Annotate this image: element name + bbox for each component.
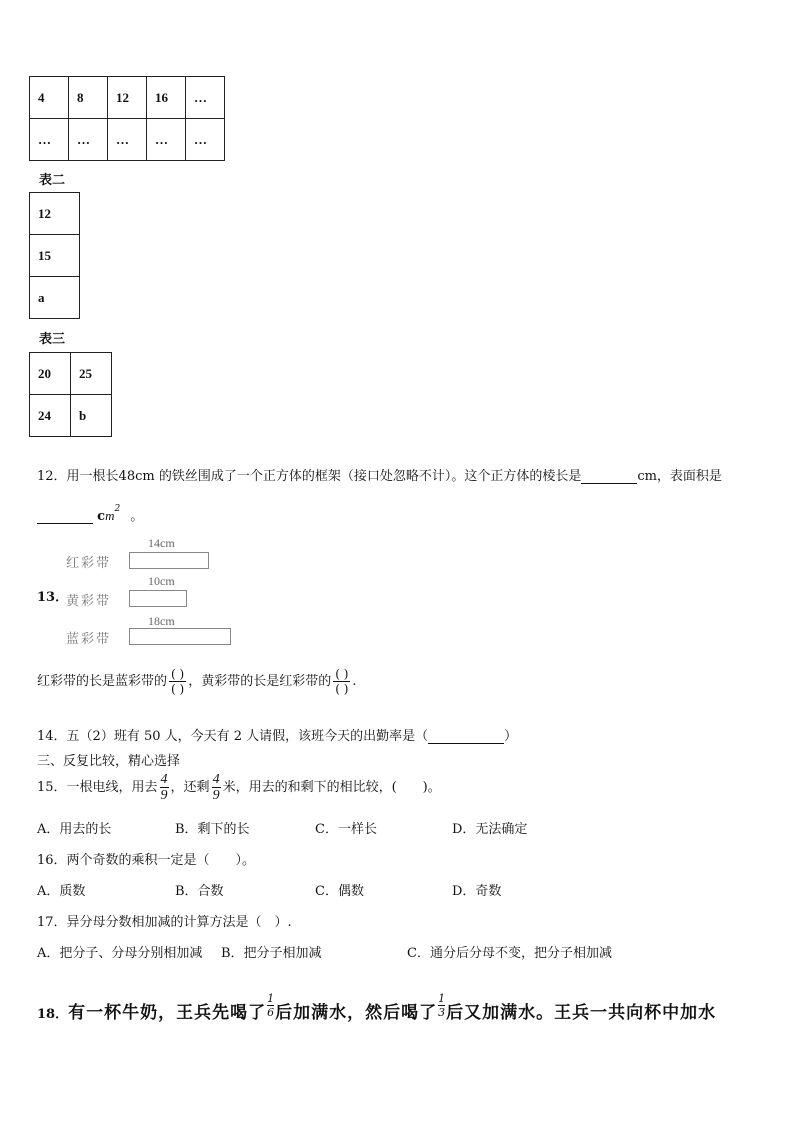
unit-exponent: 2 [114,503,121,514]
table-cell: 24 [30,395,71,437]
question-13-number: 13． [37,590,69,605]
table-cell: … [108,119,147,161]
fraction-denominator: 6 [267,1006,275,1019]
question-18-part3: 后又加满水。王兵一共向杯中加水 [446,1003,717,1023]
table-cell: 25 [71,353,112,395]
fraction-numerator: ( ) [335,667,349,681]
question-14 [37,725,517,744]
fraction [438,992,445,1019]
table-row [30,395,112,437]
fraction-numerator: ( ) [171,667,185,681]
table-cell: … [69,119,108,161]
question-14-end: ） [504,729,518,744]
question-15-part3: 米，用去的和剩下的相比较，( )。 [222,780,441,795]
ribbon-label-blue: 蓝彩带 [66,632,112,647]
table-2-title: 表二 [39,173,66,188]
question-18-part1: 有一杯牛奶，王兵先喝了 [68,1003,267,1023]
table-row [30,119,225,161]
ribbon-bar-blue [129,628,231,645]
option-c[interactable]: C．一样长 [315,822,377,837]
table-row [30,277,80,319]
table-cell: … [186,119,225,161]
unit-m: m [105,508,115,523]
table-row [30,77,225,119]
question-12 [37,465,722,484]
table-cell: 12 [108,77,147,119]
table-cell: 12 [30,193,80,235]
fraction-blank[interactable] [333,667,350,696]
sentence-end: . [352,674,357,689]
table-cell: … [30,119,69,161]
sentence-part-b: ，黄彩带的长是红彩带的 [188,674,332,689]
fraction [160,772,169,803]
table-cell: 20 [30,353,71,395]
fraction-denominator: ( ) [335,682,349,696]
option-a[interactable]: A．把分子、分母分别相加减 [37,946,203,961]
fraction-denominator: 9 [160,788,168,803]
table-cell: … [186,77,225,119]
option-c[interactable]: C．通分后分母不变，把分子相加减 [407,946,612,961]
fraction [212,772,221,803]
fraction-numerator: 1 [267,992,275,1005]
question-15 [37,772,441,803]
option-c[interactable]: C．偶数 [315,884,364,899]
ribbon-bar-yellow [129,590,187,607]
table-row [30,193,80,235]
ribbon-bar-red [129,552,209,569]
ribbon-label-red: 红彩带 [66,556,112,571]
fraction [267,992,274,1019]
ribbon-label-yellow: 黄彩带 [66,594,112,609]
fraction-denominator: 9 [212,788,220,803]
question-18-number: 18． [37,1007,69,1022]
option-d[interactable]: D．无法确定 [452,822,528,837]
table-cell: b [71,395,112,437]
question-12-end: 。 [130,509,144,524]
table-cell: … [147,119,186,161]
table-cell: 4 [30,77,69,119]
fraction-numerator: 1 [438,992,446,1005]
question-12-line2 [37,505,143,524]
option-b[interactable]: B．把分子相加减 [221,946,322,961]
ribbon-length-yellow: 10cm [148,574,175,588]
table-cell: a [30,277,80,319]
table-row [30,353,112,395]
option-a[interactable]: A．质数 [37,884,86,899]
answer-blank[interactable] [581,483,637,484]
option-d[interactable]: D．奇数 [452,884,502,899]
answer-blank[interactable] [428,743,504,744]
question-16: 16．两个奇数的乘积一定是（ ）。 [37,853,256,868]
ribbon-length-red: 14cm [148,536,175,550]
question-18-part2: 后加满水，然后喝了 [275,1003,438,1023]
table-cell: 16 [147,77,186,119]
fraction-blank[interactable] [169,667,186,696]
answer-blank[interactable] [37,523,93,524]
fraction-numerator: 4 [160,772,168,787]
fraction-denominator: ( ) [171,682,185,696]
fraction-denominator: 3 [438,1006,446,1019]
option-b[interactable]: B．剩下的长 [175,822,250,837]
question-12-unit: cm，表面积是 [637,469,722,484]
question-18 [37,992,717,1027]
table-cell: 15 [30,235,80,277]
table-3 [29,352,112,437]
question-12-text: 12．用一根长48cm 的铁丝围成了一个正方体的框架（接口处忽略不计）。这个正方体的棱长是 [37,469,582,484]
table-2 [29,192,80,319]
question-15-part1: 15．一根电线，用去 [37,780,158,795]
fraction-numerator: 4 [212,772,220,787]
sentence-part-a: 红彩带的长是蓝彩带的 [37,674,168,689]
ribbon-length-blue: 18cm [148,614,175,628]
question-15-part2: ，还剩 [170,780,210,795]
question-13-sentence [37,667,357,696]
question-17: 17．异分母分数相加减的计算方法是（ ）. [37,915,292,930]
table-1 [29,76,225,161]
section-3-title: 三、反复比较，精心选择 [37,754,181,769]
table-cell: 8 [69,77,108,119]
question-14-text: 14．五（2）班有 50 人，今天有 2 人请假，该班今天的出勤率是（ [37,729,429,744]
table-row [30,235,80,277]
table-3-title: 表三 [39,332,66,347]
option-a[interactable]: A．用去的长 [37,822,112,837]
unit-prefix: c [97,509,106,524]
option-b[interactable]: B．合数 [175,884,224,899]
